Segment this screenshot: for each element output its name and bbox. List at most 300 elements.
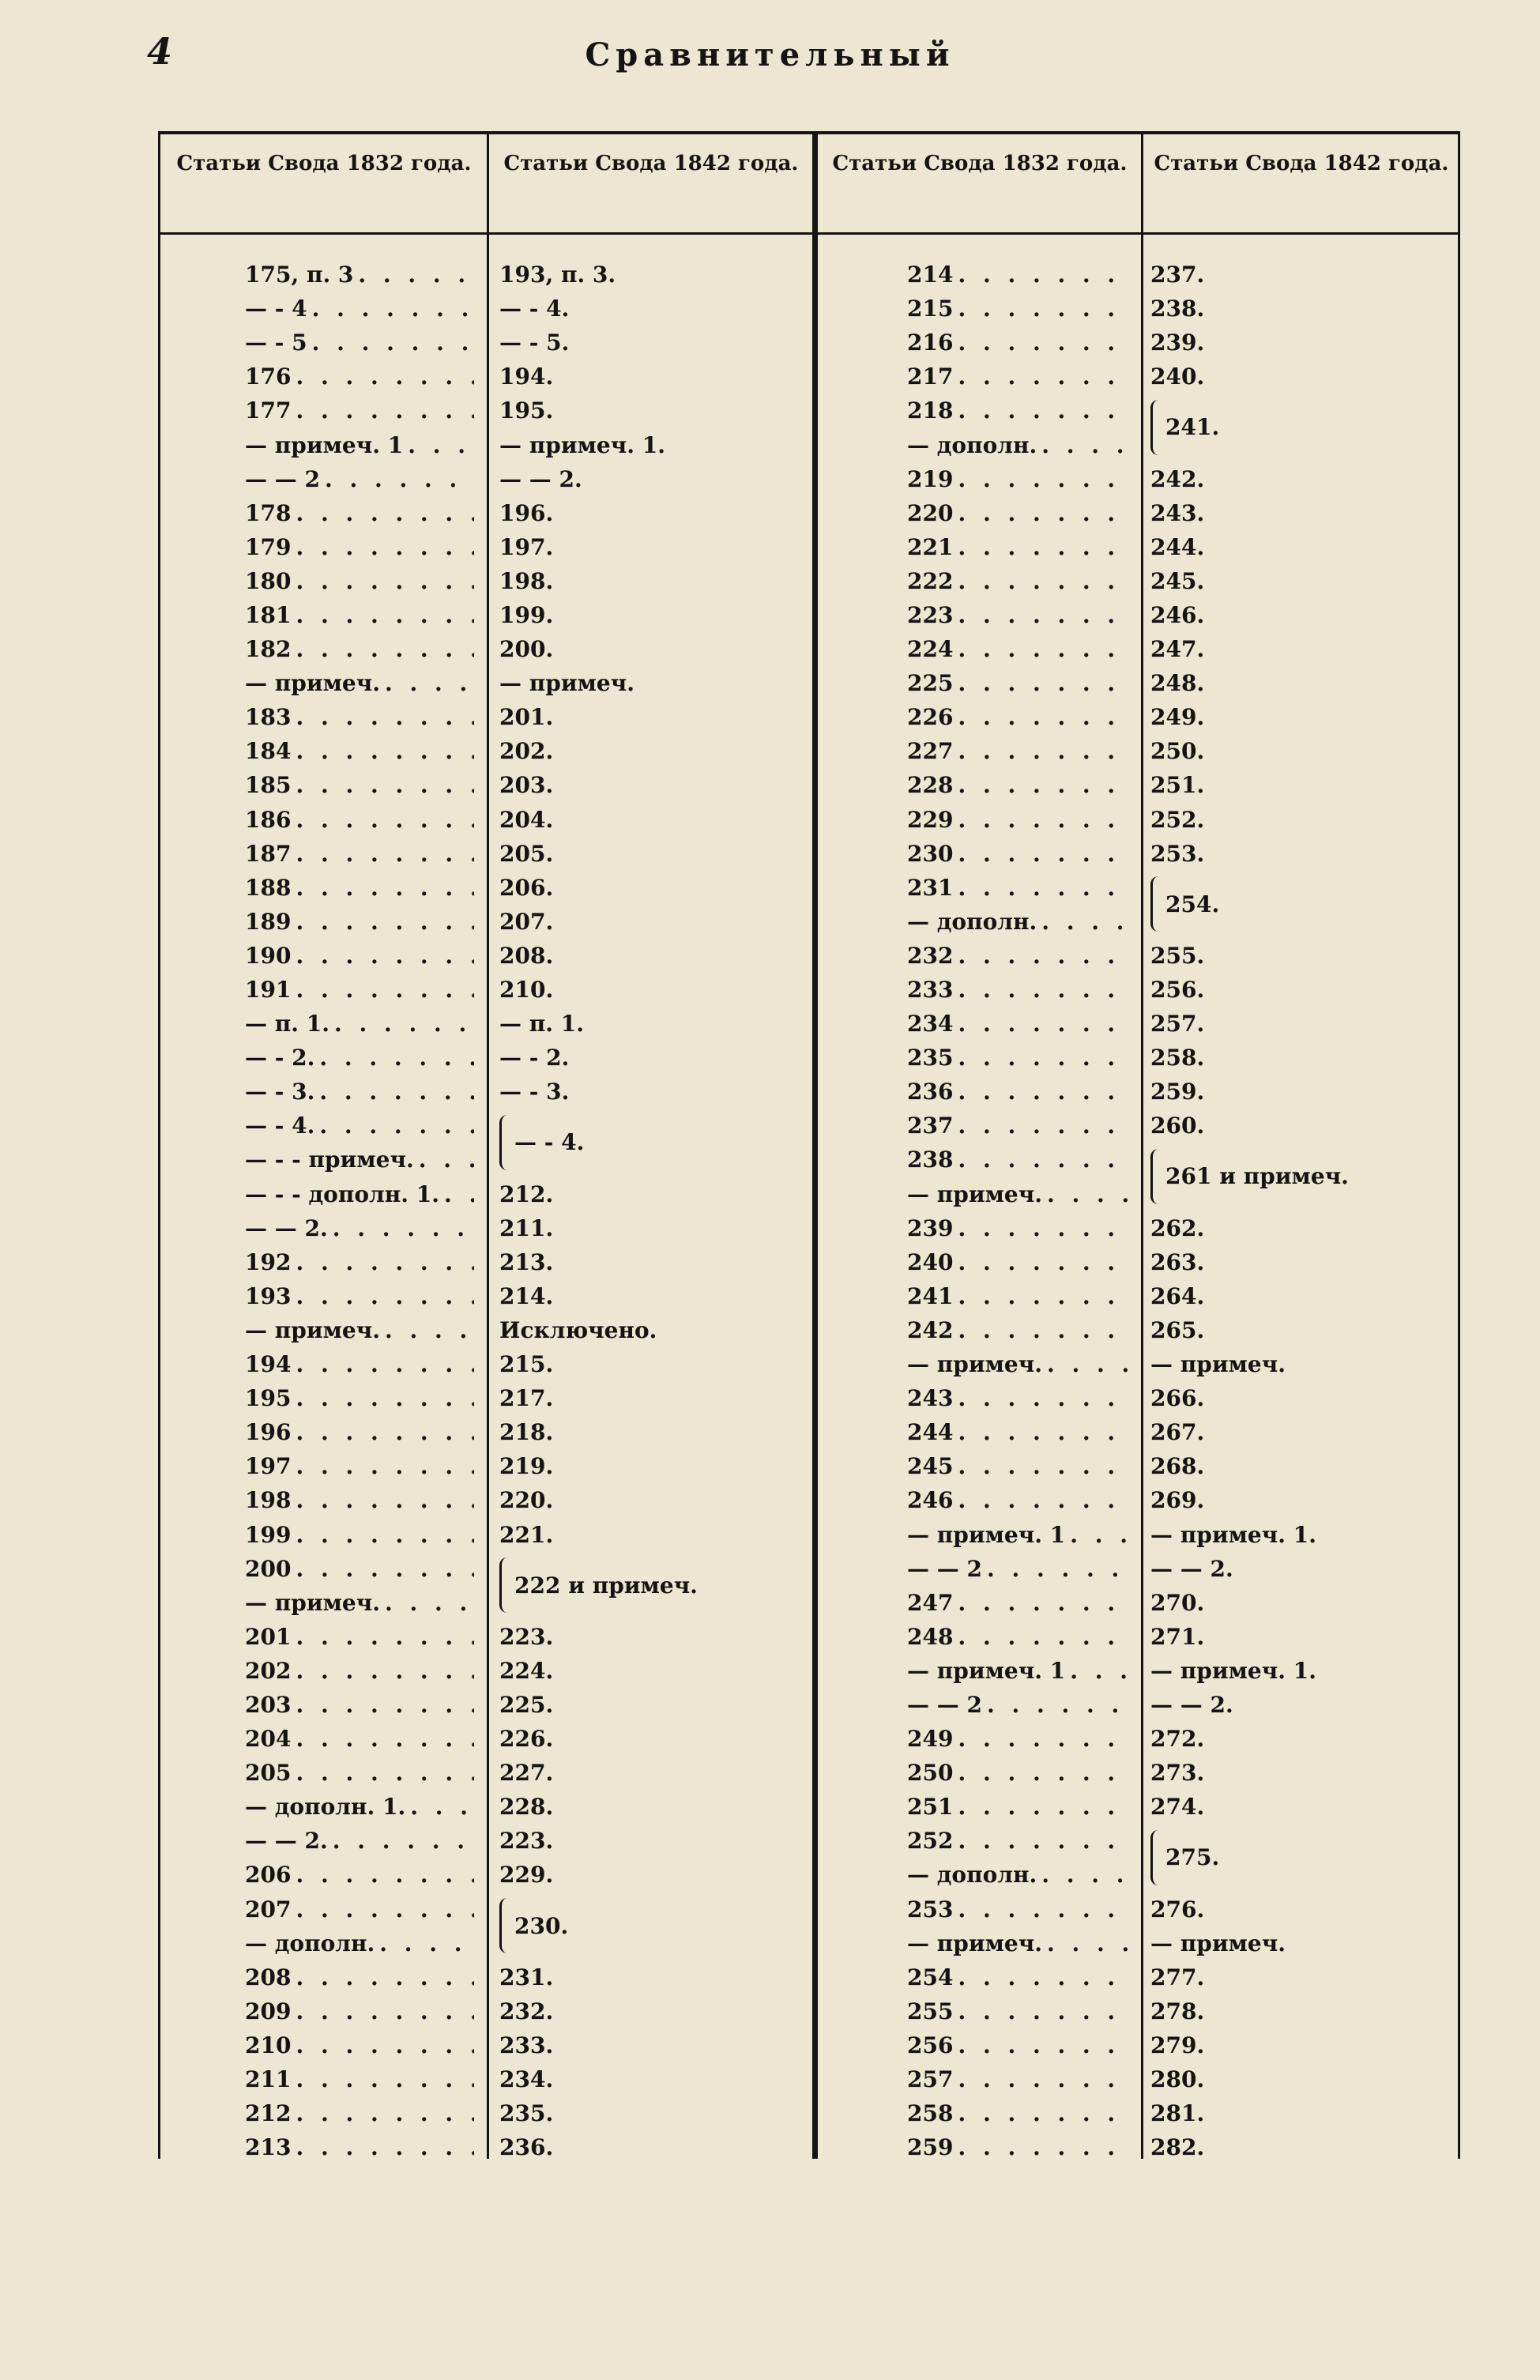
table-row bbox=[1150, 1688, 1455, 1722]
dot-leader bbox=[329, 1011, 474, 1037]
article-1832: 247 bbox=[907, 1589, 954, 1616]
table-row bbox=[245, 1824, 474, 1858]
table-row bbox=[245, 2096, 474, 2130]
table-row bbox=[245, 1517, 474, 1551]
dot-leader bbox=[291, 1522, 474, 1548]
table-row bbox=[907, 1211, 1132, 1245]
table-row bbox=[907, 973, 1132, 1007]
table-row bbox=[907, 1926, 1132, 1960]
table-row bbox=[907, 1722, 1132, 1756]
dot-leader bbox=[953, 875, 1132, 901]
dot-leader bbox=[953, 2066, 1132, 2092]
table-row bbox=[499, 837, 808, 871]
article-1832: 187 bbox=[245, 840, 292, 867]
table-row bbox=[907, 1960, 1132, 1994]
table-row bbox=[907, 1007, 1132, 1041]
article-1832: 246 bbox=[907, 1487, 954, 1514]
article-1832: — - 4. bbox=[245, 1113, 315, 1139]
dot-leader bbox=[953, 841, 1132, 867]
table-row bbox=[1150, 939, 1455, 973]
table-row bbox=[245, 1892, 474, 1926]
article-1832: — примеч. bbox=[245, 1316, 380, 1343]
dot-leader bbox=[953, 1283, 1132, 1309]
dot-leader bbox=[291, 2100, 474, 2126]
article-1842: 275. bbox=[1165, 1844, 1220, 1871]
table-row bbox=[1150, 1620, 1455, 1654]
table-row bbox=[245, 871, 474, 905]
article-1842: 257. bbox=[1150, 1011, 1205, 1037]
table-row bbox=[499, 1517, 808, 1551]
article-1842: — — 2. bbox=[1150, 1555, 1233, 1582]
table-row bbox=[1150, 632, 1455, 666]
table-row bbox=[499, 1211, 808, 1245]
dot-leader bbox=[953, 772, 1132, 798]
article-1842: 264. bbox=[1150, 1282, 1205, 1309]
dot-leader bbox=[291, 1283, 474, 1309]
article-1842: 199. bbox=[499, 601, 554, 628]
article-1832: 193 bbox=[245, 1282, 292, 1309]
dot-leader bbox=[953, 1045, 1132, 1071]
table-row bbox=[1150, 1245, 1455, 1279]
table-row bbox=[907, 394, 1132, 427]
article-1842: 194. bbox=[499, 363, 554, 390]
dot-leader bbox=[291, 943, 474, 969]
table-row bbox=[499, 1688, 808, 1722]
article-1832: — дополн. bbox=[907, 431, 1037, 458]
header-rule bbox=[158, 232, 1460, 235]
dot-leader bbox=[291, 2134, 474, 2160]
dot-leader bbox=[1042, 1930, 1132, 1956]
table-row bbox=[499, 1415, 808, 1449]
table-row bbox=[499, 1483, 808, 1517]
article-1842: 270. bbox=[1150, 1589, 1205, 1616]
dot-leader bbox=[953, 602, 1132, 628]
table-row bbox=[245, 427, 474, 461]
right-1832-column bbox=[907, 258, 1132, 2164]
dot-leader bbox=[291, 1419, 474, 1445]
table-row bbox=[245, 1245, 474, 1279]
article-1832: 234 bbox=[907, 1011, 954, 1037]
table-row bbox=[907, 2028, 1132, 2062]
article-1832: 223 bbox=[907, 601, 954, 628]
article-1842: 274. bbox=[1150, 1794, 1205, 1821]
dot-leader bbox=[291, 1692, 474, 1718]
article-1832: 185 bbox=[245, 772, 292, 799]
table-row bbox=[907, 1347, 1132, 1381]
table-row bbox=[245, 1415, 474, 1449]
column-header: Статьи Свода 1832 года. bbox=[832, 152, 1128, 175]
table-row bbox=[499, 939, 808, 973]
table-row bbox=[907, 1858, 1132, 1892]
dot-leader bbox=[953, 2134, 1132, 2160]
article-1832: — - 4 bbox=[245, 296, 307, 322]
article-1832: 214 bbox=[907, 262, 954, 288]
dot-leader bbox=[953, 397, 1132, 424]
table-row bbox=[907, 1790, 1132, 1824]
article-1832: 232 bbox=[907, 942, 954, 969]
article-1832: 242 bbox=[907, 1316, 954, 1343]
table-row bbox=[245, 2130, 474, 2164]
article-1842: Исключено. bbox=[499, 1316, 657, 1343]
article-1832: 188 bbox=[245, 874, 292, 901]
article-1832: 243 bbox=[907, 1385, 954, 1412]
table-row bbox=[245, 1449, 474, 1483]
article-1842: 267. bbox=[1150, 1419, 1205, 1446]
table-row bbox=[245, 666, 474, 700]
table-row bbox=[907, 258, 1132, 292]
table-row bbox=[1150, 2130, 1455, 2164]
table-row bbox=[907, 939, 1132, 973]
article-1832: 176 bbox=[245, 363, 292, 390]
table-row bbox=[1150, 837, 1455, 871]
dot-leader bbox=[953, 807, 1132, 833]
dot-leader bbox=[291, 1658, 474, 1684]
table-row bbox=[245, 360, 474, 394]
article-1832: 222 bbox=[907, 567, 954, 594]
dot-leader bbox=[953, 1624, 1132, 1650]
table-row bbox=[499, 1620, 808, 1654]
article-1832: 226 bbox=[907, 704, 954, 731]
table-row bbox=[245, 1279, 474, 1313]
article-1832: 219 bbox=[907, 465, 954, 492]
table-row bbox=[1150, 1347, 1455, 1381]
table-row bbox=[245, 837, 474, 871]
article-1842: 201. bbox=[499, 704, 554, 731]
article-1842: 278. bbox=[1150, 1998, 1205, 2024]
table-row bbox=[907, 530, 1132, 564]
table-row bbox=[499, 700, 808, 734]
dot-leader bbox=[953, 1964, 1132, 1990]
table-row bbox=[245, 1177, 474, 1211]
article-1832: 255 bbox=[907, 1998, 954, 2024]
table-row bbox=[499, 1858, 808, 1892]
article-1832: 179 bbox=[245, 533, 292, 560]
table-row bbox=[907, 1279, 1132, 1313]
article-1832: 204 bbox=[245, 1726, 292, 1753]
article-1832: — примеч. bbox=[245, 670, 380, 697]
table-row bbox=[1150, 1075, 1455, 1109]
article-1842: 260. bbox=[1150, 1113, 1205, 1139]
article-1842: 280. bbox=[1150, 2066, 1205, 2093]
article-1832: 239 bbox=[907, 1214, 954, 1241]
table-row bbox=[245, 326, 474, 360]
table-row bbox=[1150, 2062, 1455, 2096]
dot-leader bbox=[439, 1181, 474, 1207]
table-row bbox=[907, 1688, 1132, 1722]
dot-leader bbox=[291, 1249, 474, 1275]
article-1842: 262. bbox=[1150, 1214, 1205, 1241]
article-1832: 224 bbox=[907, 636, 954, 663]
dot-leader bbox=[291, 1556, 474, 1582]
article-1842: 259. bbox=[1150, 1079, 1205, 1105]
table-row bbox=[245, 2062, 474, 2096]
article-1832: 203 bbox=[245, 1691, 292, 1718]
article-1832: 245 bbox=[907, 1453, 954, 1480]
dot-leader bbox=[375, 1930, 474, 1956]
table-row bbox=[499, 973, 808, 1007]
article-1832: 240 bbox=[907, 1248, 954, 1275]
column-rule bbox=[158, 131, 160, 2159]
table-row bbox=[499, 1722, 808, 1756]
article-1842: 211. bbox=[499, 1214, 554, 1241]
table-row bbox=[907, 1824, 1132, 1858]
table-row bbox=[245, 1347, 474, 1381]
article-1832: 225 bbox=[907, 670, 954, 697]
table-row bbox=[245, 1552, 474, 1586]
article-1842: 229. bbox=[499, 1862, 554, 1889]
article-1842: 249. bbox=[1150, 704, 1205, 731]
table-row bbox=[245, 734, 474, 768]
article-1832: 184 bbox=[245, 738, 292, 765]
article-1832: 251 bbox=[907, 1794, 954, 1821]
article-1832: 230 bbox=[907, 840, 954, 867]
table-row bbox=[245, 1586, 474, 1620]
article-1832: 252 bbox=[907, 1828, 954, 1855]
article-1842: 203. bbox=[499, 772, 554, 799]
table-row bbox=[245, 1858, 474, 1892]
table-row bbox=[499, 734, 808, 768]
table-row bbox=[907, 1449, 1132, 1483]
article-1832: 229 bbox=[907, 806, 954, 833]
table-row bbox=[245, 564, 474, 598]
article-1842: — примеч. bbox=[499, 670, 634, 697]
table-row bbox=[499, 871, 808, 905]
dot-leader bbox=[953, 1828, 1132, 1854]
dot-leader bbox=[291, 602, 474, 628]
table-row bbox=[907, 1586, 1132, 1620]
article-1832: 259 bbox=[907, 2134, 954, 2161]
article-1832: 180 bbox=[245, 567, 292, 594]
dot-leader bbox=[291, 534, 474, 560]
table-row bbox=[499, 1552, 808, 1599]
table-row bbox=[499, 632, 808, 666]
table-row bbox=[245, 1790, 474, 1824]
dot-leader bbox=[291, 1862, 474, 1888]
table-row bbox=[499, 1994, 808, 2028]
table-row bbox=[907, 1143, 1132, 1177]
table-row bbox=[907, 1313, 1132, 1347]
article-1832: 244 bbox=[907, 1419, 954, 1446]
table-row bbox=[245, 1143, 474, 1177]
article-1842: 277. bbox=[1150, 1964, 1205, 1990]
article-1842: 269. bbox=[1150, 1487, 1205, 1514]
table-row bbox=[245, 1109, 474, 1143]
dot-leader bbox=[291, 1998, 474, 2024]
table-row bbox=[907, 1552, 1132, 1586]
table-row bbox=[245, 1313, 474, 1347]
table-row bbox=[499, 360, 808, 394]
dot-leader bbox=[291, 704, 474, 730]
table-row bbox=[1150, 2028, 1455, 2062]
column-rule bbox=[1141, 131, 1143, 2159]
dot-leader bbox=[291, 909, 474, 935]
article-1842: 241. bbox=[1165, 414, 1220, 441]
table-row bbox=[907, 1517, 1132, 1551]
brace-mark bbox=[1150, 876, 1161, 932]
table-row bbox=[499, 462, 808, 496]
table-row bbox=[907, 462, 1132, 496]
column-header: Статьи Свода 1832 года. bbox=[176, 152, 472, 175]
dot-leader bbox=[291, 977, 474, 1003]
table-row bbox=[907, 666, 1132, 700]
dot-leader bbox=[403, 432, 474, 458]
article-1842: — примеч. 1. bbox=[1150, 1521, 1316, 1548]
table-row bbox=[499, 1347, 808, 1381]
dot-leader bbox=[291, 772, 474, 798]
left-1842-column bbox=[499, 258, 808, 2164]
table-row bbox=[907, 1109, 1132, 1143]
table-row bbox=[1150, 768, 1455, 802]
article-1842: — примеч. bbox=[1150, 1351, 1286, 1378]
table-row bbox=[245, 1211, 474, 1245]
table-row bbox=[907, 905, 1132, 939]
dot-leader bbox=[380, 1590, 474, 1616]
dot-leader bbox=[291, 1726, 474, 1752]
table-row bbox=[245, 1926, 474, 1960]
dot-leader bbox=[291, 363, 474, 390]
article-1832: — примеч. bbox=[907, 1181, 1042, 1207]
article-1832: — дополн. bbox=[907, 1862, 1037, 1889]
article-1842: 266. bbox=[1150, 1385, 1205, 1412]
dot-leader bbox=[380, 1317, 474, 1343]
dot-leader bbox=[953, 1079, 1132, 1105]
table-row bbox=[245, 1041, 474, 1075]
table-row bbox=[1150, 666, 1455, 700]
dot-leader bbox=[291, 568, 474, 594]
article-1842: 247. bbox=[1150, 636, 1205, 663]
article-1832: 233 bbox=[907, 977, 954, 1004]
table-row bbox=[1150, 530, 1455, 564]
article-1832: 178 bbox=[245, 499, 292, 526]
table-row bbox=[1150, 871, 1455, 917]
article-1842: 231. bbox=[499, 1964, 554, 1990]
article-1832: 237 bbox=[907, 1113, 954, 1139]
dot-leader bbox=[414, 1147, 474, 1173]
article-1842: 240. bbox=[1150, 363, 1205, 390]
article-1832: 192 bbox=[245, 1248, 292, 1275]
article-1842: 235. bbox=[499, 2100, 554, 2127]
dot-leader bbox=[328, 1828, 474, 1854]
article-1842: 222 и примеч. bbox=[514, 1572, 698, 1599]
dot-leader bbox=[291, 1896, 474, 1922]
table-row bbox=[907, 803, 1132, 837]
article-1832: 186 bbox=[245, 806, 292, 833]
article-1842: 272. bbox=[1150, 1726, 1205, 1753]
table-row bbox=[245, 258, 474, 292]
dot-leader bbox=[953, 1794, 1132, 1820]
article-1842: — примеч. 1. bbox=[1150, 1657, 1316, 1684]
article-1842: 234. bbox=[499, 2066, 554, 2093]
dot-leader bbox=[953, 1487, 1132, 1513]
table-row bbox=[1150, 598, 1455, 632]
article-1842: 254. bbox=[1165, 891, 1220, 917]
table-row bbox=[245, 1654, 474, 1688]
article-1832: 231 bbox=[907, 874, 954, 901]
article-1842: 208. bbox=[499, 942, 554, 969]
table-row bbox=[1150, 700, 1455, 734]
table-row bbox=[1150, 1756, 1455, 1790]
table-row bbox=[907, 1041, 1132, 1075]
article-1842: 227. bbox=[499, 1760, 554, 1787]
table-row bbox=[499, 1041, 808, 1075]
article-1842: 207. bbox=[499, 908, 554, 935]
table-row bbox=[907, 1483, 1132, 1517]
article-1842: 237. bbox=[1150, 262, 1205, 288]
dot-leader bbox=[1065, 1658, 1132, 1684]
table-row bbox=[499, 1381, 808, 1415]
article-1832: — — 2 bbox=[245, 465, 320, 492]
article-1832: 190 bbox=[245, 942, 292, 969]
table-row bbox=[245, 292, 474, 326]
article-1842: 223. bbox=[499, 1623, 554, 1650]
table-row bbox=[907, 1245, 1132, 1279]
article-1842: 232. bbox=[499, 1998, 554, 2024]
brace-mark bbox=[1150, 1830, 1161, 1885]
table-row bbox=[1150, 1892, 1455, 1926]
article-1842: 233. bbox=[499, 2032, 554, 2058]
table-row bbox=[1150, 1960, 1455, 1994]
article-1842: 210. bbox=[499, 977, 554, 1004]
dot-leader bbox=[953, 568, 1132, 594]
article-1842: 252. bbox=[1150, 806, 1205, 833]
dot-leader bbox=[1042, 1351, 1132, 1377]
table-row bbox=[907, 1415, 1132, 1449]
table-row bbox=[499, 1892, 808, 1939]
table-row bbox=[499, 496, 808, 530]
dot-leader bbox=[953, 1011, 1132, 1037]
article-1832: 205 bbox=[245, 1760, 292, 1787]
table-row bbox=[1150, 2096, 1455, 2130]
table-row bbox=[245, 1007, 474, 1041]
article-1842: 202. bbox=[499, 738, 554, 765]
column-header: Статьи Свода 1842 года. bbox=[1154, 152, 1449, 175]
article-1842: 214. bbox=[499, 1282, 554, 1309]
table-row bbox=[907, 1654, 1132, 1688]
table-row bbox=[1150, 1586, 1455, 1620]
article-1842: 273. bbox=[1150, 1760, 1205, 1787]
dot-leader bbox=[953, 262, 1132, 288]
article-1832: — дополн. bbox=[907, 908, 1037, 935]
article-1842: — - 4. bbox=[514, 1129, 585, 1156]
table-row bbox=[245, 1960, 474, 1994]
dot-leader bbox=[953, 296, 1132, 322]
dot-leader bbox=[953, 1215, 1132, 1241]
table-row bbox=[245, 1075, 474, 1109]
right-1842-column bbox=[1150, 258, 1455, 2164]
table-row bbox=[907, 1177, 1132, 1211]
table-row bbox=[245, 803, 474, 837]
article-1832: 189 bbox=[245, 908, 292, 935]
article-1842: 204. bbox=[499, 806, 554, 833]
dot-leader bbox=[953, 1590, 1132, 1616]
table-row bbox=[499, 1245, 808, 1279]
article-1832: 257 bbox=[907, 2066, 954, 2093]
article-1842: 258. bbox=[1150, 1045, 1205, 1071]
column-rule bbox=[1458, 131, 1460, 2159]
article-1842: 242. bbox=[1150, 465, 1205, 492]
article-1842: 263. bbox=[1150, 1248, 1205, 1275]
article-1842: 193, п. 3. bbox=[499, 262, 616, 288]
table-row bbox=[1150, 292, 1455, 326]
article-1832: 182 bbox=[245, 636, 292, 663]
table-row bbox=[1150, 1824, 1455, 1871]
table-row bbox=[245, 1994, 474, 2028]
table-row bbox=[499, 1279, 808, 1313]
dot-leader bbox=[291, 875, 474, 901]
brace-mark bbox=[499, 1115, 510, 1170]
table-row bbox=[499, 1960, 808, 1994]
dot-leader bbox=[953, 1249, 1132, 1275]
